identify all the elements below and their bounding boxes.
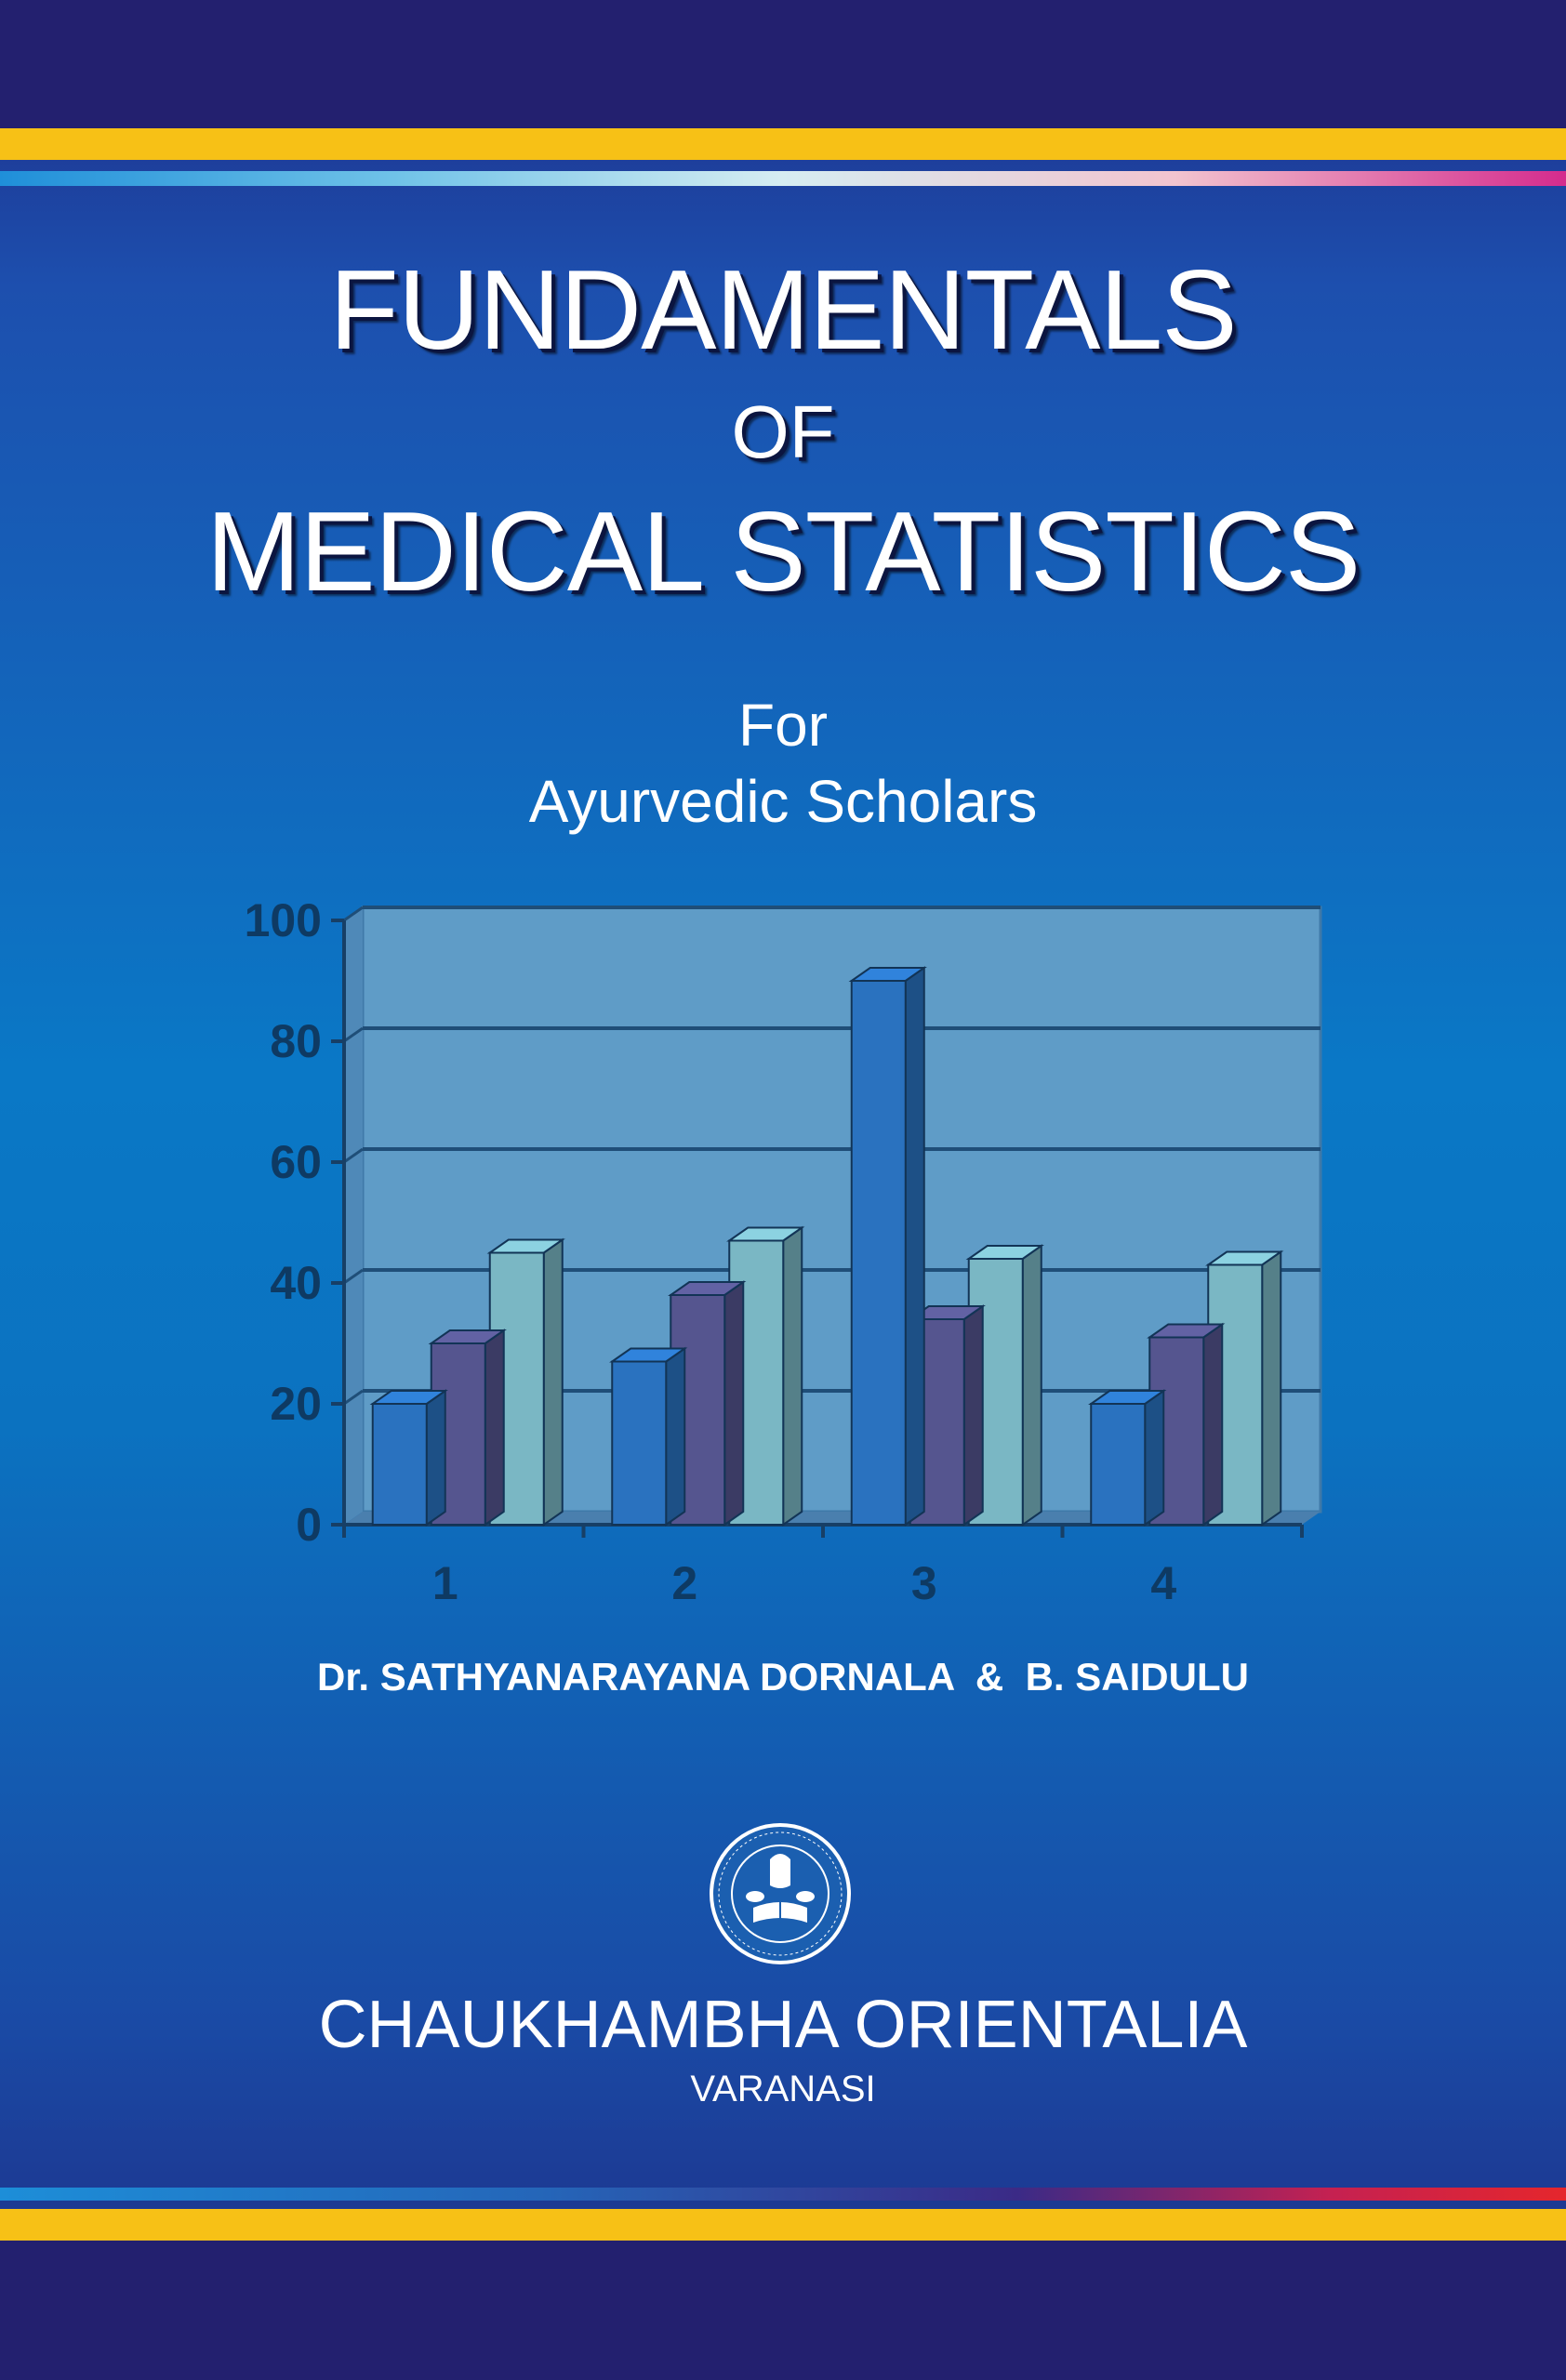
title-line-medical-statistics: MEDICAL STATISTICS [206,488,1360,615]
chart-bar [1091,1404,1145,1525]
chart-y-tick-label: 0 [296,1499,322,1551]
top-dark-band [0,0,1566,128]
subtitle-ayurvedic-scholars: Ayurvedic Scholars [528,768,1038,835]
chart-y-tick-label: 100 [244,894,322,946]
bottom-dark-band [0,2241,1566,2380]
publisher-name: CHAUKHAMBHA ORIENTALIA [318,1988,1248,2062]
top-rainbow-stripe [0,171,1566,186]
chart-x-tick-label: 2 [671,1557,698,1609]
chart-bar-side [1145,1391,1163,1525]
chart-y-tick-label: 20 [270,1378,322,1430]
chart-x-tick-label: 3 [910,1557,937,1609]
chart-bar [852,981,906,1525]
chart-y-tick-label: 40 [270,1257,322,1309]
chart-bar-side [964,1306,983,1525]
publisher-seal-logo [709,1822,852,1965]
chart-side-wall [344,907,363,1525]
chart-y-tick-label: 60 [270,1136,322,1188]
chart-bar-side [1023,1246,1042,1525]
chart-bar-side [666,1349,684,1526]
bar-chart [205,883,1358,1627]
authors: Dr. SATHYANARAYANA DORNALA & B. SAIDULU [317,1655,1249,1699]
chart-bar-side [427,1391,445,1525]
top-gold-stripe [0,128,1566,160]
chart-bar-side [783,1228,802,1526]
chart-bar [612,1362,666,1526]
chart-x-tick-label: 1 [431,1557,458,1609]
chart-bar-side [544,1240,563,1526]
chart-bar-side [485,1330,504,1525]
subtitle-for: For [738,692,828,759]
bottom-gold-stripe [0,2209,1566,2241]
chart-bar-side [1262,1252,1281,1526]
chart-bar [373,1404,427,1525]
bottom-rainbow-stripe [0,2188,1566,2201]
chart-x-tick-label: 4 [1150,1557,1177,1609]
chart-bar-side [906,968,924,1525]
chart-bar-side [1203,1325,1222,1526]
chart-y-tick-label: 80 [270,1015,322,1067]
publisher-city: VARANASI [690,2069,876,2109]
title-line-of: OF [731,390,835,473]
chart-bar-side [724,1282,743,1525]
title-line-fundamentals: FUNDAMENTALS [329,246,1237,373]
